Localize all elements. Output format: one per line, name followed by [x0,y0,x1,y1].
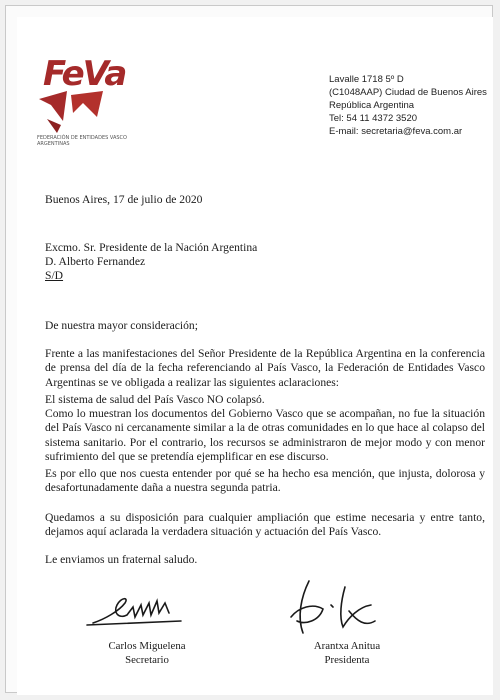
signatory-left [87,639,207,667]
signatory-title: Presidenta [324,654,370,666]
paragraph: Frente a las manifestaciones del Señor Presidente de la República Argentina en la conferencia de prensa del día de la fecha referenciando al País Vasco, la Federación de Entidades Vasco Argentinas se ve obligada a realizar las siguientes aclaraciones: [45,347,485,389]
signature-anitua [279,577,389,641]
signatory-right [287,639,407,667]
paragraph: Quedamos a su disposición para cualquier ampliación que estime necesaria y entre tanto, dejamos aquí aclarada la verdadera situación y actuación del País Vasco. [45,511,485,539]
recipient-line: Excmo. Sr. Presidente de la Nación Argentina [45,241,258,254]
address-email: E-mail: secretaria@feva.com.ar [329,126,463,137]
signatory-name: Arantxa Anitua [313,640,381,652]
address-line: República Argentina [329,100,415,111]
statement: El sistema de salud del País Vasco NO colapsó. [45,393,265,406]
feva-logo-icon [37,91,107,135]
letter-page [17,17,493,695]
feva-logo-text: FeVa [43,54,126,94]
letter-date: Buenos Aires, 17 de julio de 2020 [45,193,203,206]
address-line: Lavalle 1718 5º D [329,74,404,85]
letterhead-address [329,73,487,138]
address-line: (C1048AAP) Ciudad de Buenos Aires [329,87,487,98]
paragraph: Es por ello que nos cuesta entender por qué se ha hecho esa mención, que injusta, dolorosa y desafortunadamente daña a nuestra segunda patria. [45,467,485,495]
paragraph: Como lo muestran los documentos del Gobierno Vasco que se acompañan, no fue la situación del País Vasco ni cercanamente similar a la de otras comunidades en lo que hace al colapso del sistema sanitario. Por el contrario, los recursos se administraron de mejor modo y con menor sufrimiento del que se pretendía ejemplificar en ese discurso. [45,407,485,464]
address-phone: Tel: 54 11 4372 3520 [329,113,418,124]
closing: Le enviamos un fraternal saludo. [45,553,198,566]
recipient-sd: S/D [45,269,64,282]
salutation: De nuestra mayor consideración; [45,319,198,332]
logo-subtitle: FEDERACIÓN DE ENTIDADES VASCO ARGENTINAS [37,135,127,147]
signatory-name: Carlos Miguelena [108,640,186,652]
signature-miguelena [85,593,195,629]
photo-frame [5,5,493,693]
signatory-title: Secretario [125,654,169,666]
recipient-line: D. Alberto Fernandez [45,255,146,268]
